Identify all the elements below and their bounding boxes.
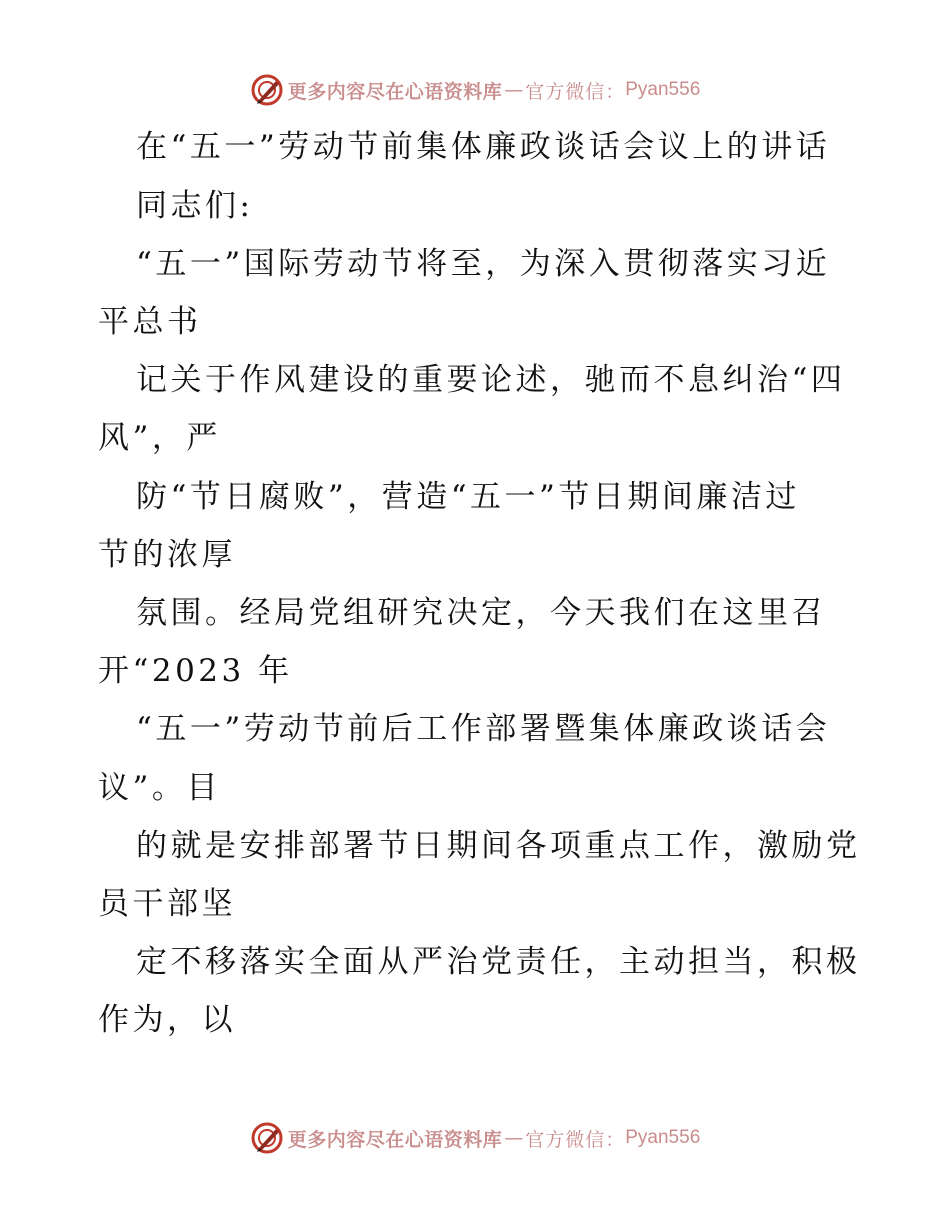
paragraph-line: “五一”国际劳动节将至，为深入贯彻落实习近 — [136, 246, 831, 282]
paragraph-line: 的就是安排部署节日期间各项重点工作，激励党 — [136, 828, 861, 864]
paragraph-line: 防“节日腐败”，营造“五一”节日期间廉洁过 — [136, 479, 800, 515]
paragraph-line: 节的浓厚 — [98, 537, 236, 573]
paragraph-line: 开“2023 年 — [98, 653, 293, 689]
header-banner — [0, 70, 950, 110]
paragraph-line: 风”，严 — [98, 420, 221, 456]
paragraph-line: 作为，以 — [98, 1002, 236, 1038]
banner-wechat-label: 官方微信： — [525, 1128, 626, 1151]
banner-site-text: 更多内容尽在心语资料库 — [287, 1128, 503, 1151]
banner-separator: — — [504, 79, 524, 101]
paragraph-line: 平总书 — [98, 304, 202, 340]
banner-wechat-id: Pyan556 — [625, 1127, 701, 1148]
paragraph-line: 氛围。经局党组研究决定，今天我们在这里召 — [136, 595, 826, 631]
paragraph-line: 员干部坚 — [98, 886, 236, 922]
pen-logo-icon — [250, 1121, 284, 1155]
paragraph-line: 议”。目 — [98, 770, 221, 806]
banner-wechat-id: Pyan556 — [625, 79, 701, 100]
pen-logo-icon — [250, 73, 284, 107]
footer-banner — [0, 1118, 950, 1158]
paragraph-line: “五一”劳动节前后工作部署暨集体廉政谈话会 — [136, 711, 831, 747]
banner-site-text: 更多内容尽在心语资料库 — [287, 80, 503, 103]
banner-separator: — — [504, 1127, 524, 1149]
salutation: 同志们: — [136, 188, 254, 224]
paragraph-line: 记关于作风建设的重要论述，驰而不息纠治“四 — [136, 362, 846, 398]
banner-wechat-label: 官方微信： — [525, 80, 626, 103]
paragraph-line: 定不移落实全面从严治党责任，主动担当，积极 — [136, 944, 861, 980]
document-title: 在“五一”劳动节前集体廉政谈话会议上的讲话 — [136, 129, 831, 165]
